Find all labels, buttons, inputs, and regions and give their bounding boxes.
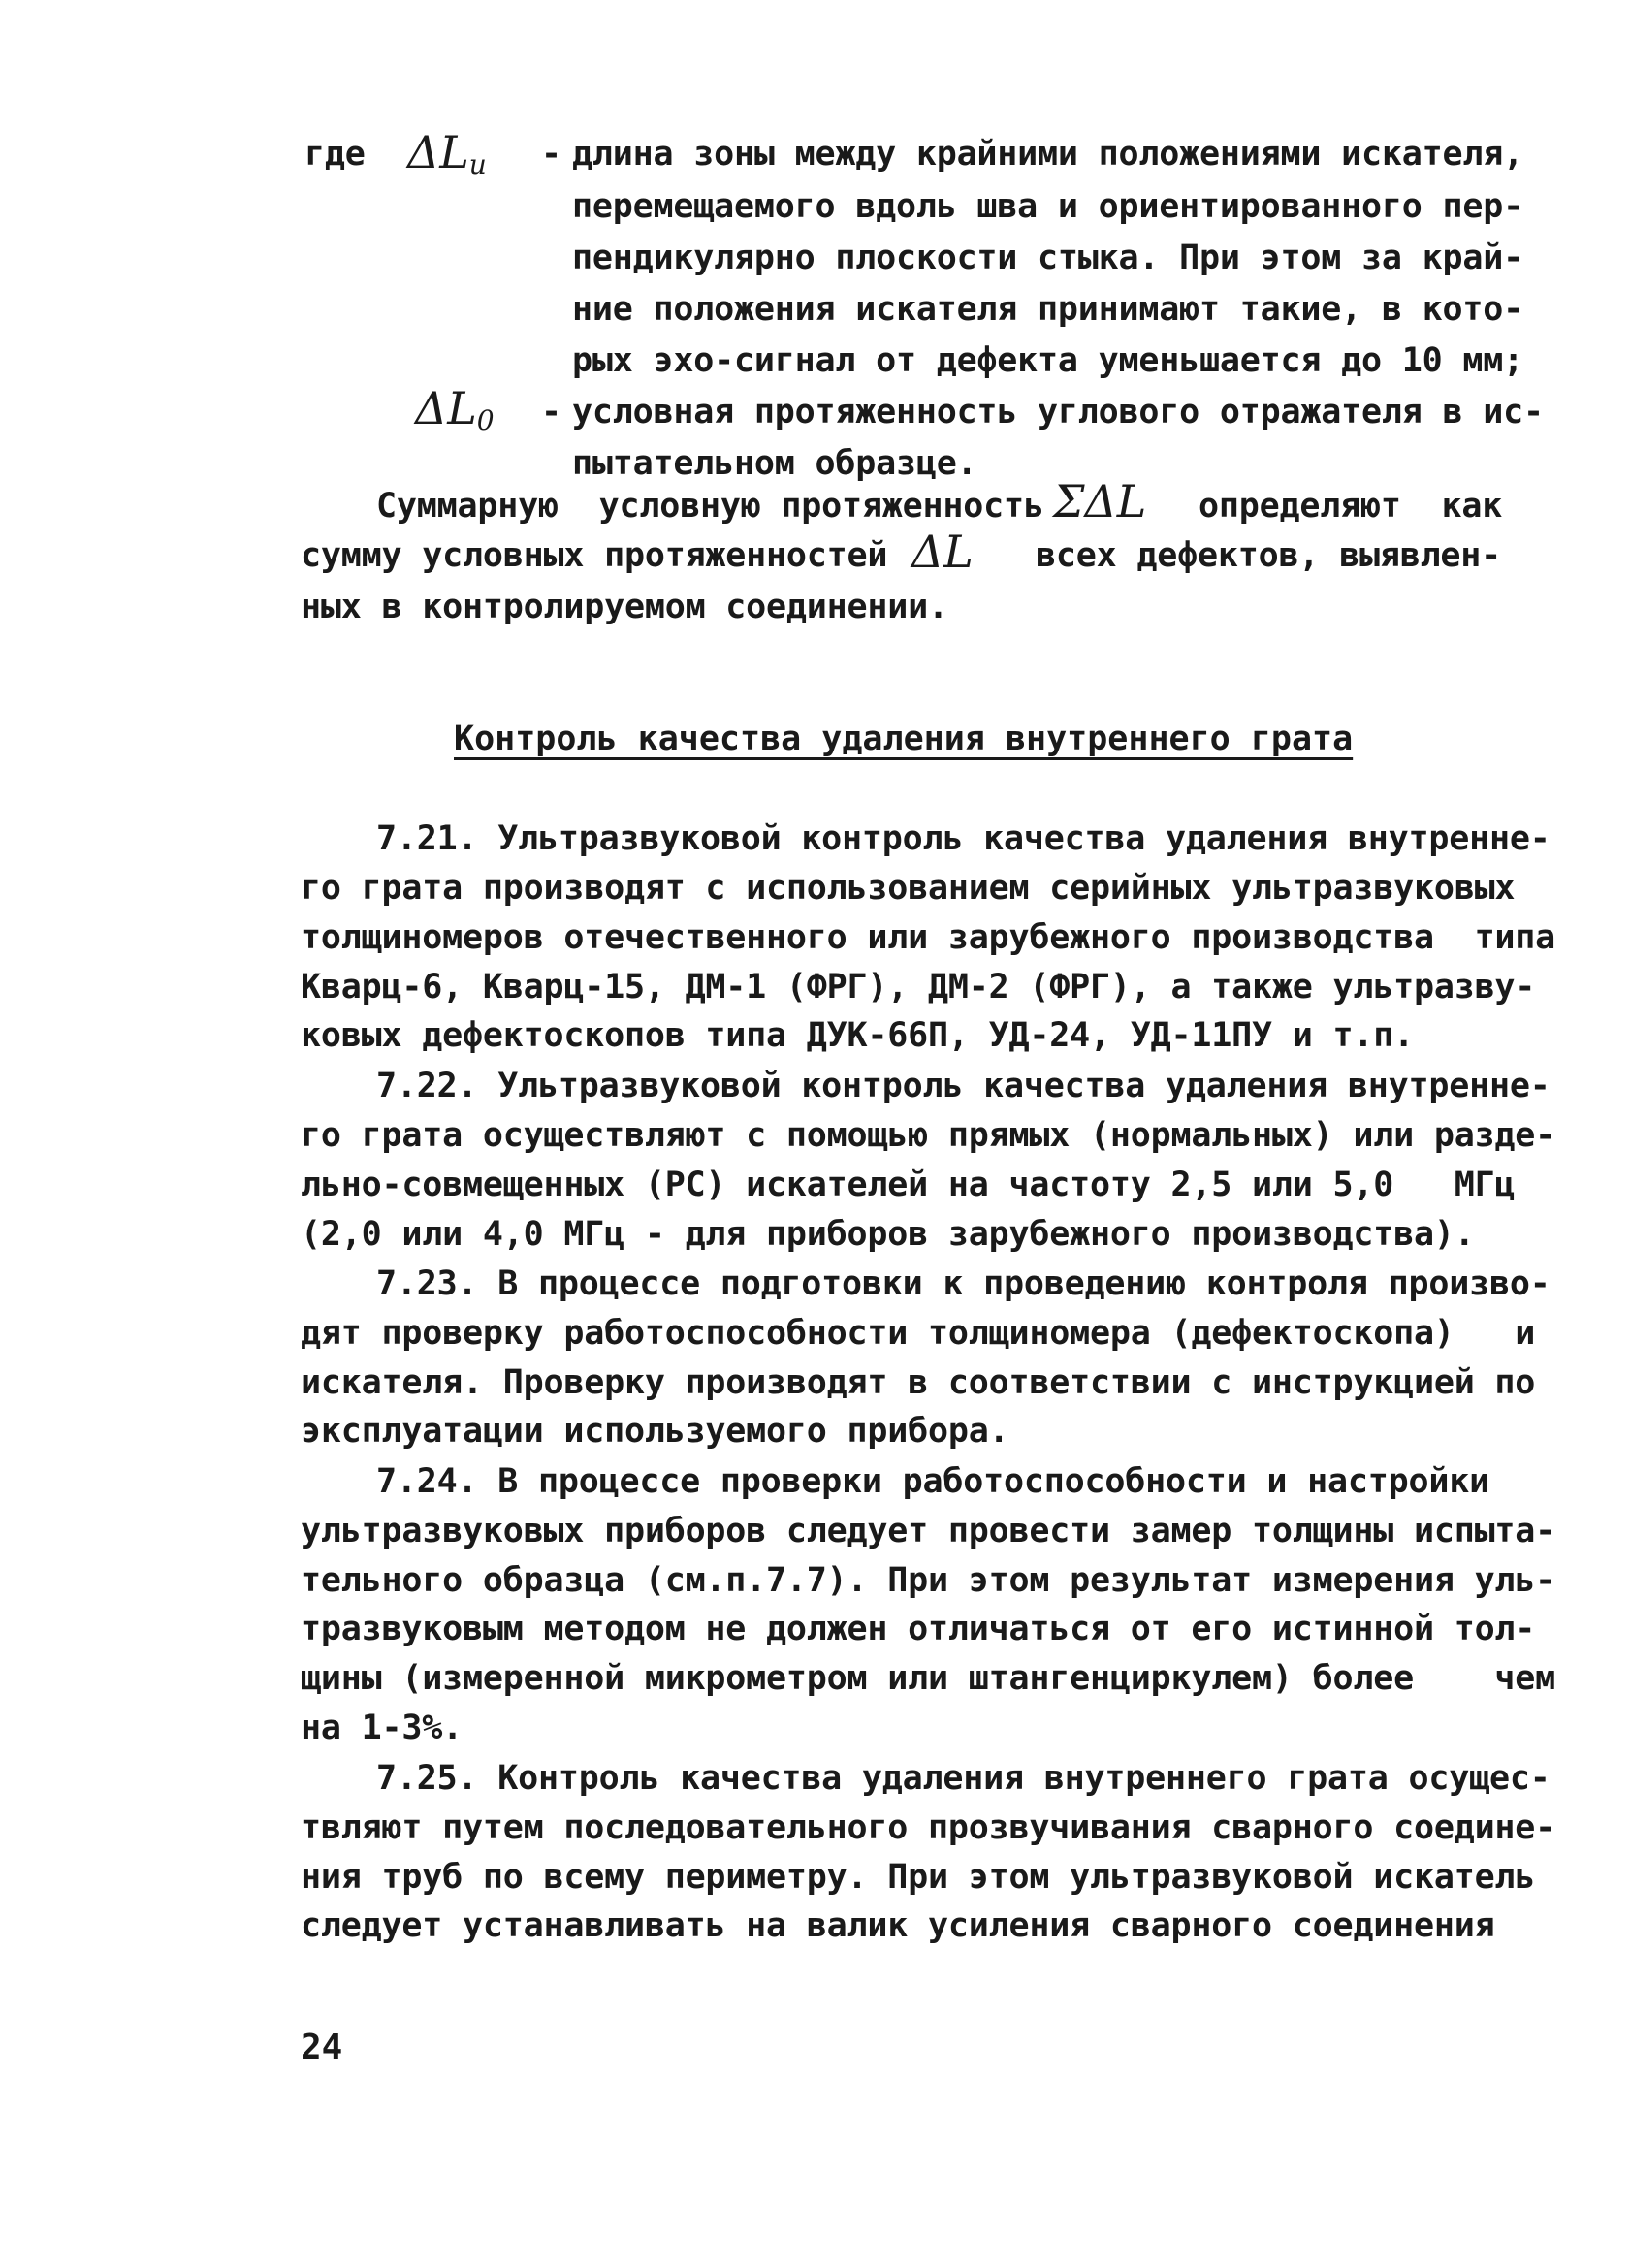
delta-l-0-subscript: 0 [476,404,495,436]
paragraph-line: тельного образца (см.п.7.7). При этом результат измерения уль- [301,1561,1556,1600]
paragraph-line: 7.25. Контроль качества удаления внутреннего грата осущес- [376,1759,1551,1798]
delta-l-0-base: ΔL [415,382,477,434]
summary-line-1b: определяют как [1199,487,1503,526]
delta-l-0-symbol [415,382,495,436]
definition-line: пытательном образце. [572,444,977,483]
paragraph-line: Кварц-6, Кварц-15, ДМ-1 (ФРГ), ДМ-2 (ФРГ), а также ультразву- [301,968,1536,1006]
paragraph-line: ния труб по всему периметру. При этом ультразвуковой искатель [301,1858,1536,1897]
where-word: где [304,135,366,174]
summary-line-1a: Суммарную условную протяженность [376,487,1044,526]
definition-line: ние положения искателя принимают такие, в кото- [572,290,1523,329]
definition-dash-2: - [541,393,561,431]
paragraph-line: го грата производят с использованием серийных ультразвуковых [301,869,1516,908]
definition-dash-1: - [541,135,561,174]
paragraph-line: щины (измеренной микрометром или штангенциркулем) более чем [301,1659,1556,1698]
delta-l-u-base: ΔL [407,126,469,178]
summary-line-2a: сумму условных протяженностей [301,536,888,575]
definition-line: перемещаемого вдоль шва и ориентированного пер- [572,187,1523,226]
paragraph-line: толщиномеров отечественного или зарубежного производства типа [301,918,1556,957]
paragraph-line: тразвуковым методом не должен отличаться от его истинной тол- [301,1610,1536,1648]
sum-delta-l-symbol: ΣΔL [1053,475,1147,527]
paragraph-line: следует устанавливать на валик усиления сварного соединения [301,1906,1495,1945]
delta-l-symbol: ΔL [911,526,974,578]
paragraph-line: 7.22. Ультразвуковой контроль качества удаления внутренне- [376,1067,1551,1105]
paragraph-line: льно-совмещенных (РС) искателей на частоту 2,5 или 5,0 МГц [301,1166,1516,1204]
summary-line-3: ных в контролируемом соединении. [301,588,948,626]
paragraph-line: твляют путем последовательного прозвучивания сварного соедине- [301,1808,1556,1847]
definition-line: длина зоны между крайними положениями искателя, [572,135,1523,174]
delta-l-u-symbol [407,126,487,180]
definition-line: рых эхо-сигнал от дефекта уменьшается до 10 мм; [572,341,1523,380]
paragraph-line: ковых дефектоскопов типа ДУК-66П, УД-24, УД-11ПУ и т.п. [301,1016,1414,1055]
paragraph-line: (2,0 или 4,0 МГц - для приборов зарубежного производства). [301,1215,1475,1254]
definition-line: пендикулярно плоскости стыка. При этом за край- [572,239,1523,277]
paragraph-line: го грата осуществляют с помощью прямых (нормальных) или разде- [301,1116,1556,1155]
paragraph-line: ультразвуковых приборов следует провести замер толщины испыта- [301,1512,1556,1550]
summary-line-2b: всех дефектов, выявлен- [1036,536,1502,575]
page-number: 24 [301,2028,343,2067]
paragraph-line: 7.21. Ультразвуковой контроль качества удаления внутренне- [376,819,1551,858]
paragraph-line: 7.24. В процессе проверки работоспособности и настройки [376,1462,1489,1501]
paragraph-line: дят проверку работоспособности толщиномера (дефектоскопа) и [301,1314,1536,1353]
paragraph-line: 7.23. В процессе подготовки к проведению контроля произво- [376,1264,1551,1303]
section-title: Контроль качества удаления внутреннего грата [454,719,1354,758]
paragraph-line: искателя. Проверку производят в соответствии с инструкцией по [301,1363,1536,1402]
paragraph-line: эксплуатации используемого прибора. [301,1412,1009,1451]
delta-l-u-subscript: u [468,148,487,180]
definition-line: условная протяженность углового отражателя в ис- [572,393,1544,431]
paragraph-line: на 1-3%. [301,1709,463,1747]
